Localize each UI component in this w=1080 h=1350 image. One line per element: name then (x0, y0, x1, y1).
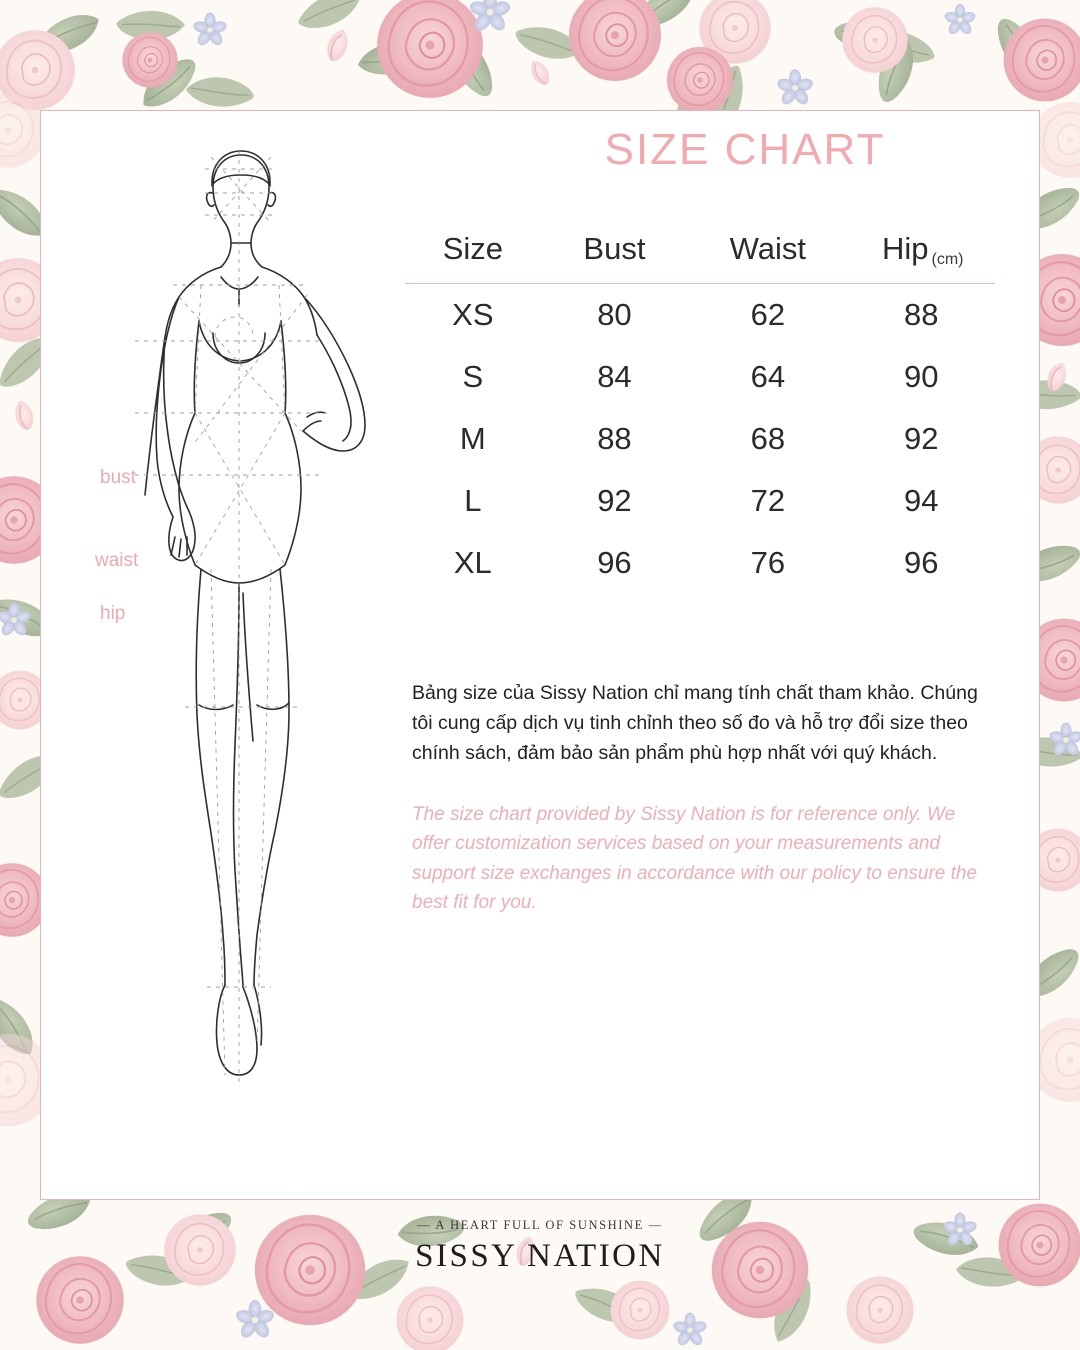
cell-bust: 92 (597, 483, 632, 518)
col-header-hip-label: Hip (881, 231, 929, 266)
cell-size: XL (453, 545, 492, 580)
cell-waist: 64 (750, 359, 786, 394)
cell-waist: 68 (750, 421, 786, 456)
cell-hip: 90 (904, 359, 939, 394)
cell-hip: 92 (904, 421, 939, 456)
cell-bust: 96 (597, 545, 632, 580)
col-header-size: Size (442, 231, 503, 266)
table-header-row (405, 225, 995, 284)
cell-bust: 88 (597, 421, 632, 456)
footer-tagline: — A HEART FULL OF SUNSHINE — (417, 1218, 663, 1232)
page-title: SIZE CHART (604, 125, 886, 174)
cell-bust: 84 (597, 359, 632, 394)
brand-logo-text: SISSY NATION (415, 1238, 665, 1274)
table-row (405, 284, 995, 347)
cell-hip: 94 (904, 483, 939, 518)
body-figure (75, 145, 425, 1085)
cell-waist: 62 (750, 297, 786, 332)
table-row (405, 346, 995, 408)
table-row (405, 408, 995, 470)
table-row (405, 470, 995, 532)
measure-label-hip: hip (100, 603, 126, 624)
size-chart-table (405, 225, 995, 594)
cell-waist: 76 (750, 545, 786, 580)
cell-hip: 88 (904, 297, 939, 332)
cell-bust: 80 (597, 297, 632, 332)
cell-size: M (459, 421, 486, 456)
col-header-hip (847, 225, 995, 284)
unit-label: (cm) (931, 251, 964, 268)
cell-waist: 72 (750, 483, 786, 518)
cell-size: XS (452, 297, 494, 332)
cell-size: L (464, 483, 482, 518)
note-vietnamese: Bảng size của Sissy Nation chỉ mang tính chất tham khảo. Chúng tôi cung cấp dịch vụ tinh chỉnh theo số đo và hỗ trợ đổi size theo chính sách, đảm bảo sản phẩm phù hợp nhất với quý khách. (412, 682, 978, 765)
measure-label-waist: waist (95, 550, 139, 571)
note-english: The size chart provided by Sissy Nation is for reference only. We offer customization services based on your measurements and support size exchanges in accordance with our policy to ensure the best fit for you. (412, 804, 978, 914)
cell-hip: 96 (904, 545, 939, 580)
table-row (405, 532, 995, 594)
col-header-bust: Bust (583, 231, 646, 266)
footer (0, 1218, 1080, 1275)
col-header-waist: Waist (729, 231, 807, 266)
measure-label-bust: bust (100, 467, 136, 488)
cell-size: S (462, 359, 484, 394)
